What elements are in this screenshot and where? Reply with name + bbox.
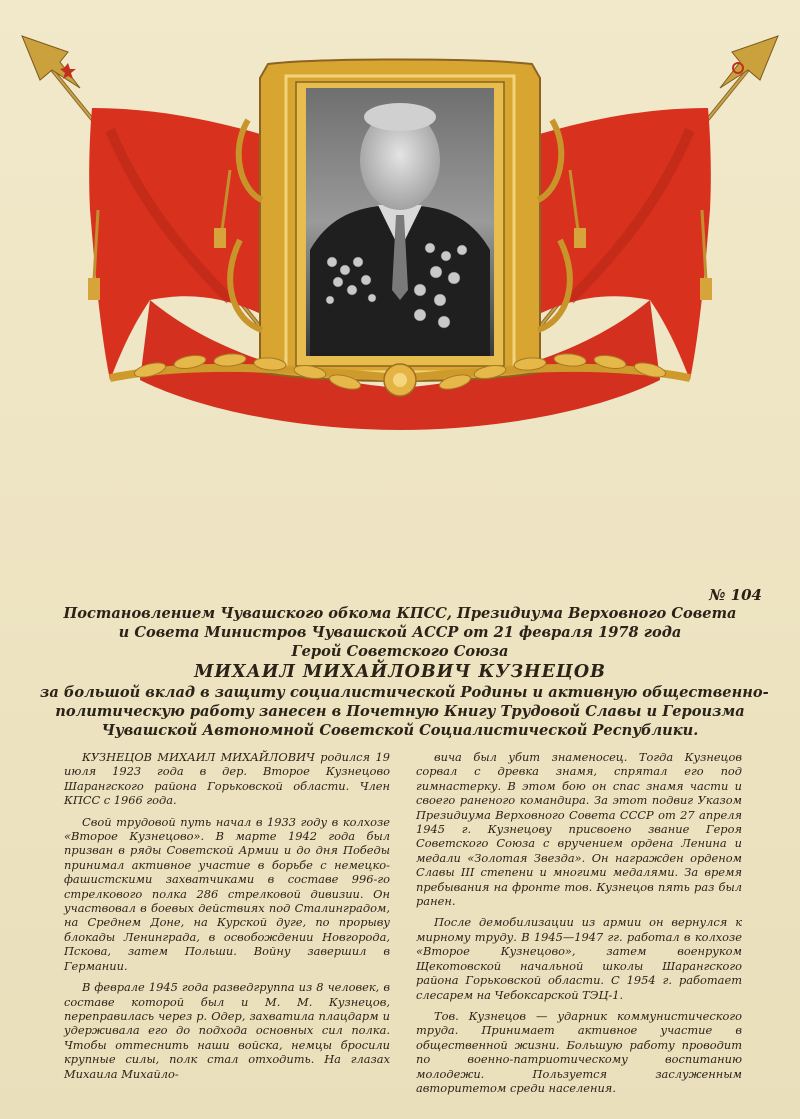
award-line: Чувашской Автономной Советской Социалистической Республики. (101, 722, 699, 739)
portrait-photo (306, 88, 494, 356)
star-spear-icon (22, 36, 80, 88)
flower-icon (384, 364, 416, 396)
paragraph: КУЗНЕЦОВ МИХАИЛ МИХАЙЛОВИЧ родился 19 июля 1923 года в дер. Второе Кузнецово Шарангского района Горьковской области. Член КПСС с 1966 года. (64, 750, 390, 808)
right-column (416, 750, 742, 1102)
award-line: за большой вклад в защиту социалистической Родины и активную общественно- (40, 684, 769, 701)
entry-number: № 104 (709, 586, 762, 604)
resolution-header (40, 604, 769, 740)
paragraph: В феврале 1945 года разведгруппа из 8 человек, в составе которой был и М. М. Кузнецов, переправилась через р. Одер, захватила плацдарм и удерживала его до подхода основных сил полка. Чтобы оттеснить наши войска, немцы бросили крупные силы, полк стал отходить. На глазах Михаила Михайло- (64, 980, 390, 1081)
emblem-illustration (0, 0, 800, 460)
header-line: Герой Советского Союза (291, 643, 509, 660)
paragraph: После демобилизации из армии он вернулся к мирному труду. В 1945—1947 гг. работал в колхозе «Второе Кузнецово», затем военруком Щекотовской начальной школы Шарангского района Горьковской области. С 1954 г. работает слесарем на Чебоксарской ТЭЦ-1. (416, 915, 742, 1002)
paragraph: вича был убит знаменосец. Тогда Кузнецов сорвал с древка знамя, спрятал его под гимнастерку. В этом бою он спас знамя части и своего раненого командира. За этот подвиг Указом Президиума Верховного Совета СССР от 27 апреля 1945 г. Кузнецову присвоено звание Героя Советского Союза с вручением ордена Ленина и медали «Золотая Звезда». Он награжден орденом Славы III степени и многими медалями. За время пребывания на фронте тов. Кузнецов пять раз был ранен. (416, 750, 742, 909)
header-line: Постановлением Чувашского обкома КПСС, Президиума Верховного Совета (63, 605, 737, 622)
paragraph: Свой трудовой путь начал в 1933 году в колхозе «Второе Кузнецово». В марте 1942 года был призван в ряды Советской Армии и до дня Победы принимал активное участие в борьбе с немецко-фашистскими захватчиками в составе 996-го стрелкового полка 286 стрелковой дивизии. Он участвовал в боевых действиях под Сталинградом, на Среднем Доне, на Курской дуге, по прорыву блокады Ленинграда, в освобождении Новгорода, Пскова, затем Польши. Войну завершил в Германии. (64, 814, 390, 973)
hammer-sickle-spear-icon (720, 36, 778, 88)
biography-text (64, 750, 764, 1095)
person-name: МИХАИЛ МИХАЙЛОВИЧ КУЗНЕЦОВ (194, 662, 606, 682)
header-line: и Совета Министров Чувашской АССР от 21 февраля 1978 года (118, 624, 682, 641)
left-column (64, 750, 390, 1088)
paragraph: Тов. Кузнецов — ударник коммунистического труда. Принимает активное участие в общественной жизни. Большую работу проводит по военно-патриотическому воспитанию молодежи. Пользуется заслуженным авторитетом среди населения. (416, 1008, 742, 1095)
award-line: политическую работу занесен в Почетную Книгу Трудовой Славы и Героизма (55, 703, 745, 720)
